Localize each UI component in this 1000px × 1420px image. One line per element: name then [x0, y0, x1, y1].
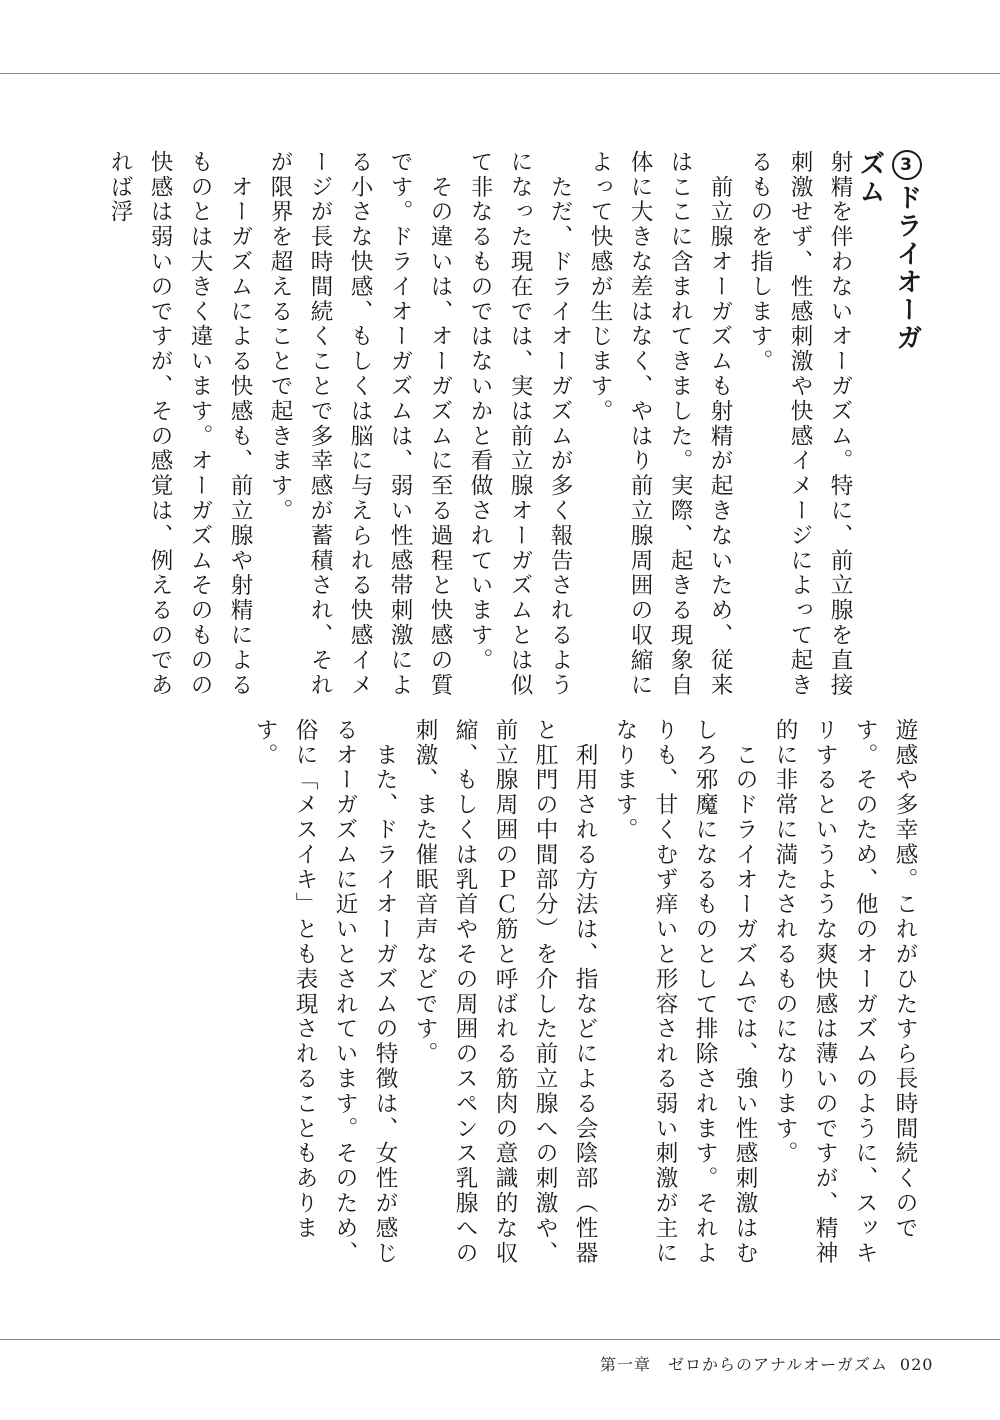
top-rule — [0, 73, 1000, 74]
paragraph: ただ、ドライオーガズムが多く報告されるようになった現在では、実は前立腺オーガズムとは似て非なるものではないかと看做されています。 — [467, 150, 573, 698]
paragraph: 利用される方法は、指などによる会陰部（性器と肛門の中間部分）を介した前立腺への刺激や、前立腺周囲のＰＣ筋と呼ばれる筋肉の意識的な収縮、もしくは乳首やその周囲のスペンス乳腺への刺激、また催眠音声などです。 — [412, 718, 598, 1266]
section-heading — [855, 150, 926, 370]
paragraph: 遊感や多幸感。これがひたすら長時間続くのです。そのため、他のオーガズムのように、スッキリするというような爽快感は薄いのですが、精神的に非常に満たされるものになります。 — [772, 718, 918, 1266]
paragraph: このドライオーガズムでは、強い性感刺激はむしろ邪魔になるものとして排除されます。それよりも、甘くむず痒いと形容される弱い刺激が主になります。 — [612, 718, 758, 1266]
lower-text-block — [252, 718, 925, 1273]
paragraph: 射精を伴わないオーガズム。特に、前立腺を直接刺激せず、性感刺激や快感イメージによって起きるものを指します。 — [747, 150, 853, 698]
section-number: 3 — [892, 150, 922, 180]
upper-text-block — [107, 150, 860, 698]
page-footer — [600, 1352, 933, 1375]
bottom-rule — [0, 1339, 1000, 1340]
page-number: 020 — [899, 1355, 934, 1374]
chapter-title: 第一章 ゼロからのアナルオーガズム — [600, 1355, 888, 1374]
paragraph: その違いは、オーガズムに至る過程と快感の質です。ドライオーガズムは、弱い性感帯刺激による小さな快感、もしくは脳に与えられる快感イメージが長時間続くことで多幸感が蓄積され、それが限界を超えることで起きます。 — [267, 150, 453, 698]
paragraph: 前立腺オーガズムも射精が起きないため、従来はここに含まれてきました。実際、起きる現象自体に大きな差はなく、やはり前立腺周囲の収縮によって快感が生じます。 — [587, 150, 733, 698]
paragraph: また、ドライオーガズムの特徴は、女性が感じるオーガズムに近いとされています。そのため、俗に「メスイキ」とも表現されることもあります。 — [252, 718, 398, 1266]
paragraph: オーガズムによる快感も、前立腺や射精によるものとは大きく違います。オーガズムそのものの快感は弱いのですが、その感覚は、例えるのであれば浮 — [107, 150, 253, 698]
section-title: ドライオーガズム — [855, 150, 922, 352]
